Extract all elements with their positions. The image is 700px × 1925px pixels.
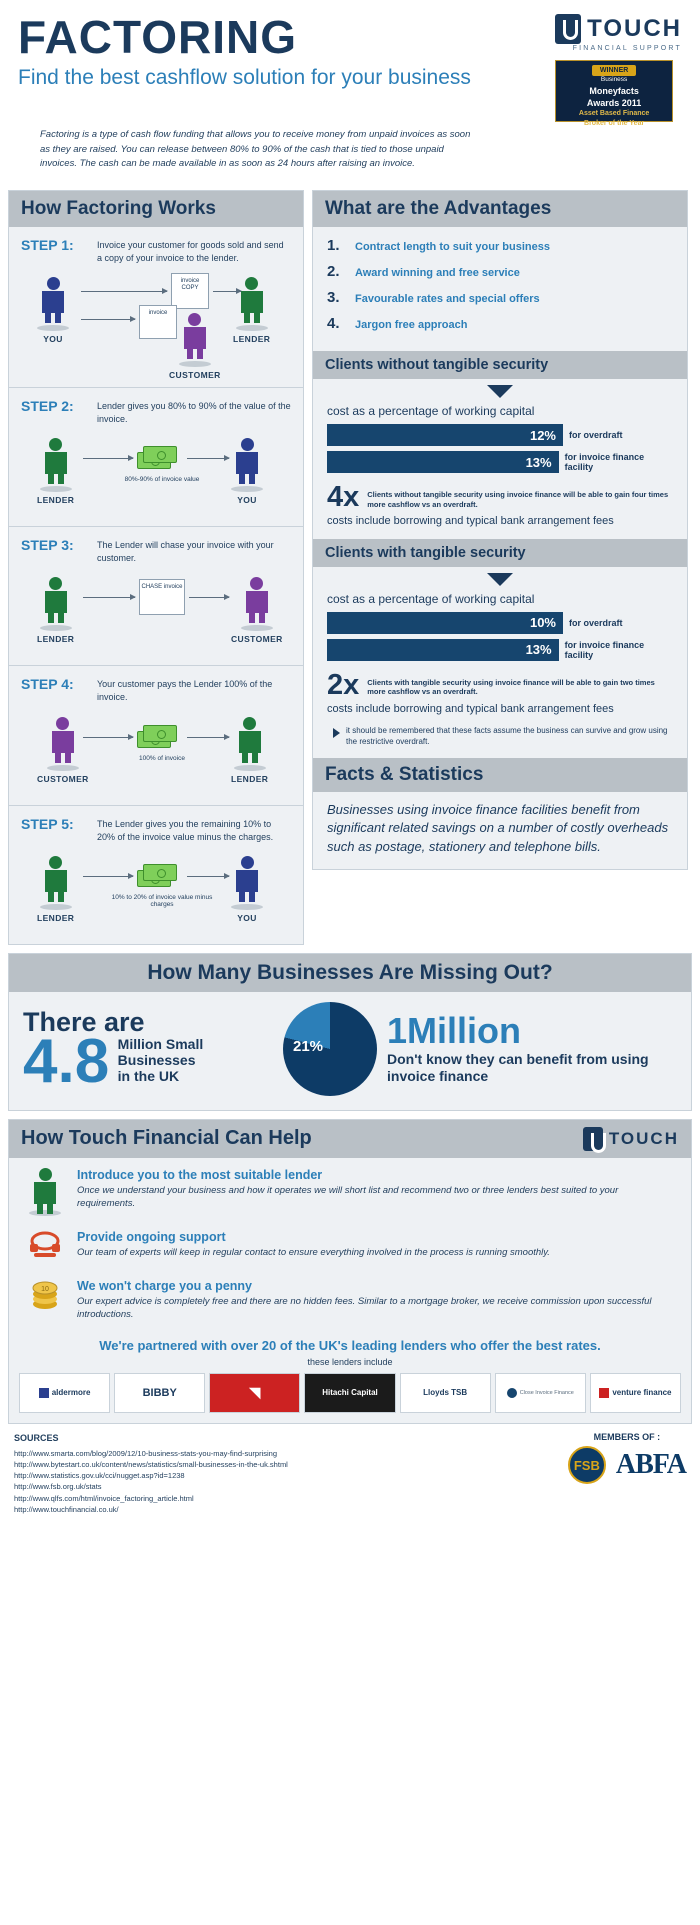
advantage-item bbox=[327, 263, 673, 280]
missing-out-panel bbox=[8, 953, 692, 1111]
figure-lender bbox=[37, 438, 74, 505]
touch-mark-icon bbox=[583, 1127, 603, 1151]
facts-heading: Facts & Statistics bbox=[313, 758, 687, 792]
help-item-title: Provide ongoing support bbox=[77, 1229, 226, 1244]
step-2-diagram bbox=[21, 432, 291, 518]
stat-line-3: in the UK bbox=[117, 1068, 180, 1085]
step-4-text: Your customer pays the Lender 100% of the invoice. bbox=[97, 679, 273, 703]
advantages-panel bbox=[312, 190, 688, 870]
down-triangle-icon bbox=[487, 385, 513, 398]
square-icon bbox=[39, 1388, 49, 1398]
lender-logo-lloyds bbox=[400, 1373, 491, 1413]
figure-lender bbox=[233, 277, 270, 344]
figure-lender-label: LENDER bbox=[37, 634, 75, 645]
bar-row bbox=[313, 612, 687, 634]
abfa-logo: ABFA bbox=[615, 1449, 686, 1481]
figure-customer bbox=[37, 717, 89, 784]
arrow-left bbox=[83, 458, 133, 459]
arrow-left bbox=[83, 876, 133, 877]
chase-invoice-doc: CHASE invoice bbox=[139, 579, 185, 615]
coins-icon bbox=[25, 1279, 65, 1323]
step-1-text: Invoice your customer for goods sold and send a copy of your invoice to the lender. bbox=[97, 240, 284, 264]
source-link[interactable]: http://www.bytestart.co.uk/content/news/statistics/small-businesses-in-the-uk.shtml bbox=[14, 1459, 288, 1469]
intro-paragraph: Factoring is a type of cash flow funding that allows you to receive money from unpaid invoices as soon as they are raised. You can release between 80% to 90% of the cash that is tied to those unpaid invoices. The cash can be made available in as soon as 24 hours after raising an invoice. bbox=[40, 129, 471, 170]
overdraft-bar: 10% bbox=[327, 612, 563, 634]
page-subtitle: Find the best cashflow solution for your business bbox=[18, 66, 471, 89]
step-2-label: STEP 2: bbox=[21, 398, 74, 415]
help-item-text: Our team of experts will keep in regular contact to ensure everything involved in the process is running smoothly. bbox=[77, 1246, 550, 1258]
step-4 bbox=[9, 666, 303, 805]
award-ribbon: WINNER bbox=[592, 65, 636, 76]
advantage-item bbox=[327, 289, 673, 306]
note-text: it should be remembered that these facts assume the business can survive and grow using the restrictive overdraft. bbox=[346, 725, 668, 746]
figure-lender bbox=[37, 577, 74, 644]
overdraft-bar-note: for overdraft bbox=[569, 430, 623, 441]
without-security-heading: Clients without tangible security bbox=[313, 351, 687, 379]
figure-lender-label: LENDER bbox=[37, 495, 75, 506]
step-3-text: The Lender will chase your invoice with your customer. bbox=[97, 540, 274, 564]
lender-name: aldermore bbox=[51, 1387, 91, 1397]
arrow-right bbox=[187, 876, 229, 877]
with-security-note bbox=[313, 724, 687, 758]
source-link[interactable]: http://www.fsb.org.uk/stats bbox=[14, 1482, 102, 1492]
advantage-text: Contract length to suit your business bbox=[355, 241, 550, 254]
lender-name: Hitachi Capital bbox=[322, 1387, 378, 1397]
step-5-text: The Lender gives you the remaining 10% to 20% of the invoice value minus the charges. bbox=[97, 818, 274, 842]
advantage-text: Jargon free approach bbox=[355, 319, 468, 332]
award-badge bbox=[555, 60, 673, 127]
person-icon bbox=[25, 1168, 65, 1216]
facts-text: Businesses using invoice finance facilities benefit from significant related savings on a number of costly overheads such as postage, stationery and telephone bills. bbox=[327, 801, 669, 855]
help-brand-name: TOUCH bbox=[608, 1128, 679, 1148]
advantage-item bbox=[327, 315, 673, 332]
lender-name: Close Invoice Finance bbox=[519, 1390, 574, 1397]
brand-tagline: FINANCIAL SUPPORT bbox=[572, 45, 682, 52]
figure-lender bbox=[37, 856, 74, 923]
money-icon bbox=[137, 864, 181, 890]
help-heading: How Touch Financial Can Help bbox=[21, 1127, 312, 1150]
step-5-diagram bbox=[21, 850, 291, 936]
step-3-diagram bbox=[21, 571, 291, 657]
step-3-label: STEP 3: bbox=[21, 537, 74, 554]
help-item-text: Once we understand your business and how it operates we will short list and recommend two or three lenders best suited to your requirements. bbox=[77, 1184, 619, 1210]
figure-customer-label: CUSTOMER bbox=[37, 773, 89, 784]
money-icon bbox=[137, 446, 181, 472]
figure-you-label: YOU bbox=[43, 334, 63, 345]
sources-title: SOURCES bbox=[14, 1433, 59, 1444]
help-brand-logo bbox=[583, 1127, 679, 1151]
how-touch-can-help-panel bbox=[8, 1119, 692, 1425]
fsb-logo: FSB bbox=[568, 1446, 606, 1484]
multiplier-text: Clients with tangible security using invoice finance will be able to gain two times more cashflow vs an overdraft. bbox=[367, 677, 655, 697]
money-icon bbox=[137, 725, 181, 751]
with-security-costs: costs include borrowing and typical bank arrangement fees bbox=[327, 702, 614, 715]
step-5-arrow-label: 10% to 20% of invoice value minus charges bbox=[111, 893, 213, 908]
multiplier-value: 2x bbox=[327, 668, 360, 701]
step-4-label: STEP 4: bbox=[21, 676, 74, 693]
missing-out-stat bbox=[23, 1006, 273, 1096]
award-line5: Broker of the Year bbox=[584, 119, 645, 127]
lender-name: BIBBY bbox=[142, 1387, 177, 1400]
advantage-number: 1. bbox=[327, 237, 340, 255]
advantage-text: Award winning and free service bbox=[355, 267, 520, 280]
square-icon bbox=[599, 1388, 609, 1398]
lender-logo-close bbox=[495, 1373, 586, 1413]
arrow-right bbox=[187, 458, 229, 459]
help-item-title: We won't charge you a penny bbox=[77, 1278, 252, 1293]
advantage-item bbox=[327, 237, 673, 254]
without-security-costs: costs include borrowing and typical bank arrangement fees bbox=[327, 515, 614, 528]
source-link[interactable]: http://www.touchfinancial.co.uk/ bbox=[14, 1504, 119, 1514]
advantage-number: 4. bbox=[327, 315, 340, 333]
with-security-heading: Clients with tangible security bbox=[313, 539, 687, 567]
touch-mark-icon bbox=[555, 14, 581, 44]
figure-customer bbox=[231, 577, 283, 644]
advantages-list bbox=[313, 227, 687, 349]
telephone-icon bbox=[25, 1230, 65, 1265]
lender-logo-venture bbox=[590, 1373, 681, 1413]
missing-out-heading: How Many Businesses Are Missing Out? bbox=[9, 954, 691, 992]
members-label: MEMBERS OF : bbox=[593, 1432, 661, 1443]
invoice-finance-bar-note: for invoice finance facility bbox=[564, 452, 645, 473]
step-1-label: STEP 1: bbox=[21, 237, 74, 254]
lender-logo-aldermore bbox=[19, 1373, 110, 1413]
without-security-multiplier bbox=[313, 478, 687, 512]
step-4-arrow-label: 100% of invoice bbox=[139, 754, 185, 762]
big-number: 4.8 bbox=[23, 1026, 110, 1096]
figure-you bbox=[231, 856, 263, 923]
stat-line-2: Businesses bbox=[117, 1052, 196, 1069]
advantages-heading: What are the Advantages bbox=[313, 191, 687, 227]
invoice-finance-bar-note: for invoice finance facility bbox=[564, 639, 645, 660]
overdraft-bar: 12% bbox=[327, 424, 563, 446]
figure-you bbox=[231, 438, 263, 505]
invoice-copy-doc: invoice COPY bbox=[171, 273, 209, 309]
figure-you bbox=[37, 277, 69, 344]
invoice-doc: invoice bbox=[139, 305, 177, 339]
step-3 bbox=[9, 527, 303, 666]
figure-customer-label: CUSTOMER bbox=[169, 370, 221, 381]
dont-know-text: Don't know they can benefit from using invoice finance bbox=[387, 1050, 649, 1084]
circle-icon bbox=[507, 1388, 517, 1398]
members-section bbox=[568, 1432, 686, 1515]
overdraft-bar-note: for overdraft bbox=[569, 617, 623, 628]
help-item-text: Our expert advice is completely free and there are no hidden fees. Similar to a mortgage broker, we receive commission upon successful introductions. bbox=[77, 1295, 652, 1321]
arrow-left bbox=[83, 737, 133, 738]
award-line3: Awards 2011 bbox=[586, 98, 642, 109]
figure-lender-label: LENDER bbox=[37, 912, 75, 923]
source-link[interactable]: http://www.statistics.gov.uk/cci/nugget.asp?id=1238 bbox=[14, 1471, 185, 1481]
bar-row bbox=[313, 424, 687, 446]
award-line4: Asset Based Finance bbox=[578, 110, 650, 118]
figure-lender bbox=[231, 717, 268, 784]
help-item-title: Introduce you to the most suitable lender bbox=[77, 1167, 323, 1182]
brand-name: TOUCH bbox=[587, 15, 682, 42]
source-link[interactable]: http://www.qlfs.com/html/invoice_factoring_article.html bbox=[14, 1493, 194, 1503]
multiplier-value: 4x bbox=[327, 481, 360, 514]
award-line1: Business bbox=[600, 76, 628, 84]
award-line2: Moneyfacts bbox=[589, 86, 639, 97]
multiplier-text: Clients without tangible security using invoice finance will be able to gain four times more cashflow vs an overdraft. bbox=[367, 490, 669, 509]
lender-logo-hitachi bbox=[304, 1373, 395, 1413]
pie-slice-label: 21% bbox=[293, 1037, 324, 1055]
sources-list bbox=[14, 1432, 288, 1515]
step-5-label: STEP 5: bbox=[21, 815, 74, 832]
help-item bbox=[9, 1158, 691, 1220]
help-item bbox=[9, 1269, 691, 1327]
sources-section bbox=[0, 1424, 700, 1529]
lender-logo-bibby bbox=[114, 1373, 205, 1413]
step-2 bbox=[9, 388, 303, 527]
step-4-diagram bbox=[21, 711, 291, 797]
arrow-left bbox=[83, 597, 135, 598]
with-security-multiplier bbox=[313, 666, 687, 700]
advantage-number: 2. bbox=[327, 263, 340, 281]
lenders-label: these lenders include bbox=[307, 1357, 393, 1368]
how-factoring-works-panel bbox=[8, 190, 304, 944]
figure-customer-label: CUSTOMER bbox=[231, 634, 283, 645]
bar-row bbox=[313, 451, 687, 473]
figure-you-label: YOU bbox=[237, 912, 257, 923]
stat-line-1: Million Small bbox=[117, 1036, 204, 1053]
figure-you-label: YOU bbox=[237, 495, 257, 506]
with-security-cost-line: cost as a percentage of working capital bbox=[327, 591, 535, 606]
step-5 bbox=[9, 806, 303, 944]
figure-lender-label: LENDER bbox=[233, 334, 271, 345]
svg-text:10: 10 bbox=[41, 1285, 49, 1293]
arrow-you-to-copy bbox=[81, 291, 167, 292]
lender-name: Lloyds TSB bbox=[423, 1387, 468, 1397]
invoice-finance-bar: 13% bbox=[327, 451, 559, 473]
bar-row bbox=[313, 639, 687, 661]
lender-name: ◥ bbox=[249, 1384, 261, 1401]
how-it-works-heading: How Factoring Works bbox=[9, 191, 303, 227]
step-2-text: Lender gives you 80% to 90% of the value of the invoice. bbox=[97, 401, 291, 425]
million-value: 1Million bbox=[387, 1009, 521, 1051]
pie-chart bbox=[283, 1002, 377, 1096]
step-2-arrow-label: 80%-90% of invoice value bbox=[124, 476, 200, 484]
there-are-label: There are bbox=[23, 1006, 145, 1037]
down-triangle-icon bbox=[487, 573, 513, 586]
figure-customer bbox=[169, 313, 221, 380]
without-security-cost-line: cost as a percentage of working capital bbox=[327, 404, 535, 419]
page-title: FACTORING bbox=[18, 11, 298, 63]
lenders-list bbox=[9, 1373, 691, 1423]
arrow-right bbox=[189, 597, 229, 598]
main-columns bbox=[0, 190, 700, 944]
missing-out-callout bbox=[387, 1009, 677, 1085]
step-1 bbox=[9, 227, 303, 388]
step-1-diagram bbox=[21, 271, 291, 379]
help-item bbox=[9, 1220, 691, 1269]
partner-line: We're partnered with over 20 of the UK's leading lenders who offer the best rates. bbox=[99, 1338, 601, 1354]
advantage-text: Favourable rates and special offers bbox=[355, 293, 540, 306]
bullet-triangle-icon bbox=[333, 728, 340, 738]
header bbox=[0, 0, 700, 190]
figure-lender-label: LENDER bbox=[231, 773, 269, 784]
invoice-finance-bar: 13% bbox=[327, 639, 559, 661]
arrow-you-to-invoice bbox=[81, 319, 135, 320]
lender-name: venture finance bbox=[612, 1387, 672, 1397]
brand-logo bbox=[555, 14, 682, 127]
advantage-number: 3. bbox=[327, 289, 340, 307]
lender-logo-red bbox=[209, 1373, 300, 1413]
source-link[interactable]: http://www.smarta.com/blog/2009/12/10-business-stats-you-may-find-surprising bbox=[14, 1448, 278, 1458]
arrow-right bbox=[187, 737, 229, 738]
